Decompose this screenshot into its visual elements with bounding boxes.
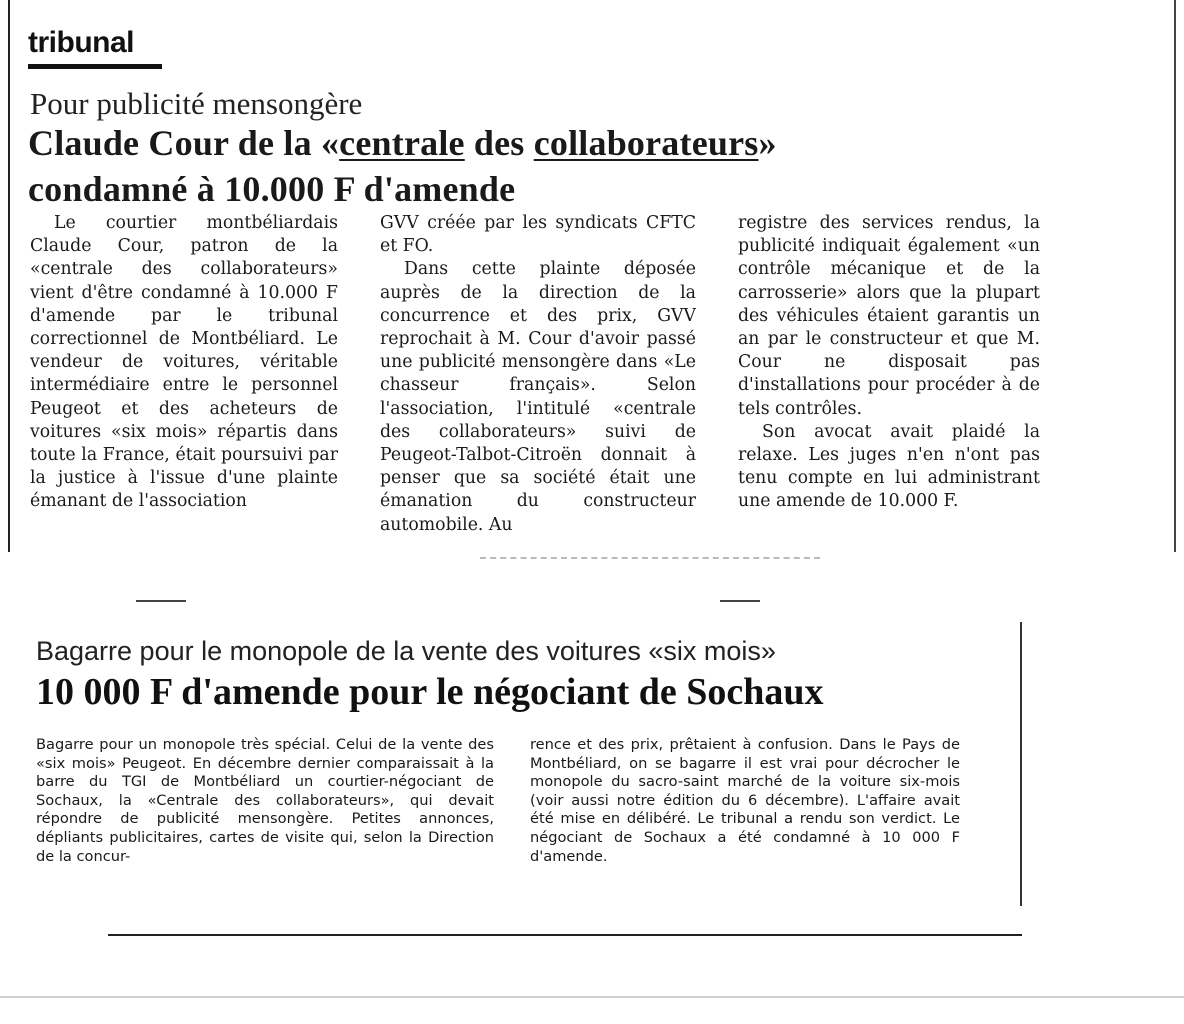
article-headline (28, 120, 1008, 212)
clipping-left-edge (8, 0, 10, 552)
clipping-right-edge (1174, 0, 1176, 552)
headline-part: » (758, 123, 777, 163)
column-text: registre des services rendus, la publicité indiquait également «un contrôle mécanique et de la carrosserie» alors que la plupart des véhicules étaient garantis un an par le constructeur et que M. Cour ne disposait pas d'installations pour procéder à de tels contrôles. (738, 213, 1040, 419)
column-text: Son avocat avait plaidé la relaxe. Les juges n'en n'ont pas tenu compte en lui administrant une amende de 10.000 F. (738, 421, 1040, 512)
headline-line-2: condamné à 10.000 F d'amende (28, 169, 516, 209)
article-column-2 (380, 212, 696, 546)
section-rule (28, 64, 162, 69)
headline-part: des (464, 123, 534, 163)
article-column-1: Bagarre pour un monopole très spécial. Celui de la vente des «six mois» Peugeot. En décembre dernier comparaissait à la barre du TGI de Montbéliard un courtier-négociant de Sochaux, la «Centrale des collaborateurs», qui devait répondre de publicité mensongère. Petites annonces, dépliants publicitaires, cartes de visite qui, selon la Direction de la concur- (36, 736, 494, 865)
cut-mark (720, 600, 760, 602)
clipping-right-edge (1020, 622, 1022, 906)
article-kicker: Bagarre pour le monopole de la vente des voitures «six mois» (36, 636, 776, 666)
cut-edge-remnant (480, 557, 820, 565)
headline-underlined-word: collaborateurs (533, 123, 759, 163)
scan-edge-line (0, 996, 1184, 998)
cut-mark (136, 600, 186, 602)
section-label: tribunal (28, 26, 134, 59)
article-column-3 (738, 212, 1040, 546)
article-kicker: Pour publicité mensongère (30, 86, 363, 121)
article-headline: 10 000 F d'amende pour le négociant de Sochaux (36, 671, 824, 713)
column-text: Le courtier montbéliardais Claude Cour, patron de la «centrale des collaborateurs» vient d'être condamné à 10.000 F d'amende par le tribunal correctionnel de Montbéliard. Le vendeur de voitures, véritable intermédiaire entre le personnel Peugeot et des acheteurs de voitures «six mois» répartis dans toute la France, était poursuivi par la justice à l'issue d'une plainte émanant de l'association (30, 213, 338, 512)
column-text: Dans cette plainte déposée auprès de la direction de la concurrence et des prix, GVV reprochait à M. Cour d'avoir passé une publicité mensongère dans «Le chasseur français». Selon l'association, l'intitulé «centrale des collaborateurs» suivi de Peugeot-Talbot-Citroën donnait à penser que sa société était une émanation du constructeur automobile. Au (380, 259, 696, 535)
headline-part: Claude Cour de la « (28, 123, 340, 163)
headline-underlined-word: centrale (339, 123, 465, 163)
clipping-bottom-edge (108, 934, 1022, 936)
article-column-2: rence et des prix, prêtaient à confusion. Dans le Pays de Montbéliard, on se bagarre il est vrai pour décrocher le monopole du sacro-saint marché de la voiture six-mois (voir aussi notre édition du 6 décembre). L'affaire avait été mise en délibéré. Le tribunal a rendu son verdict. Le négociant de Sochaux a été condamné à 10 000 F d'amende. (530, 736, 960, 865)
column-text: GVV créée par les syndicats CFTC et FO. (380, 213, 696, 257)
article-column-1 (30, 212, 338, 546)
article-clipping-2 (0, 596, 1184, 956)
